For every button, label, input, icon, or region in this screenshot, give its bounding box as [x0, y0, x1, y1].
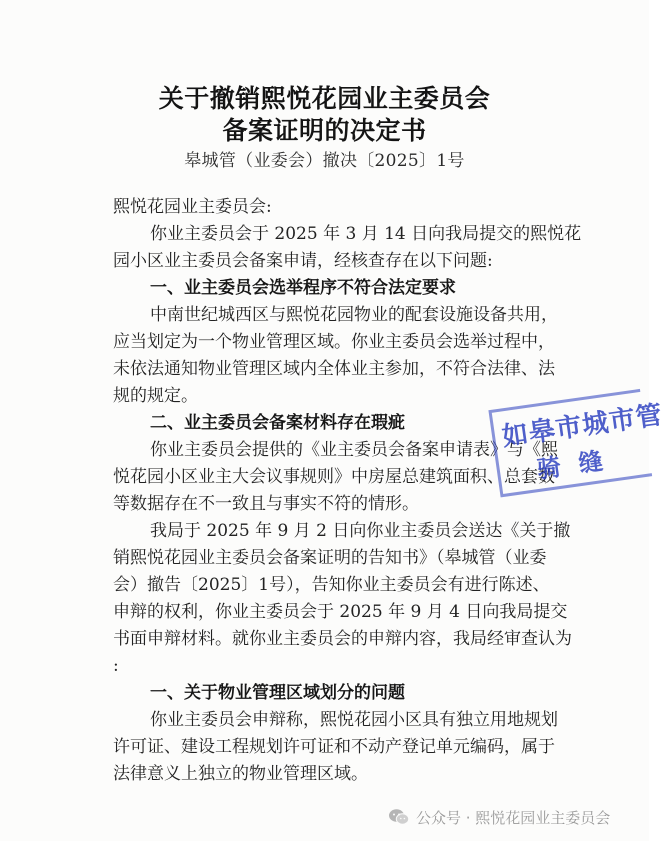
stamp-text-line2: 骑缝 — [535, 443, 623, 484]
paragraph-line: 悦花园小区业主大会议事规则》中房屋总建筑面积、总套数 — [113, 467, 555, 487]
document-number: 皋城管（业委会）撤决〔2025〕1号 — [184, 151, 465, 171]
salutation: 熙悦花园业主委员会: — [113, 197, 272, 217]
seam-seal-stamp — [475, 385, 665, 500]
paragraph-line: 你业主委员会提供的《业主委员会备案申请表》与《熙 — [150, 440, 558, 460]
wechat-footer — [388, 806, 610, 828]
paragraph-line: 你业主委员会于 2025 年 3 月 14 日向我局提交的熙悦花 — [150, 224, 582, 244]
section-heading: 一、业主委员会选举程序不符合法定要求 — [150, 278, 456, 298]
wechat-icon — [388, 808, 410, 826]
document-title-line1: 关于撤销熙悦花园业主委员会 — [158, 84, 491, 113]
paragraph-line: 未依法通知物业管理区域内全体业主参加，不符合法律、法 — [113, 359, 555, 379]
paragraph-line: 申辩的权利，你业主委员会于 2025 年 9 月 4 日向我局提交 — [113, 602, 568, 622]
paragraph-line: 会）撤告〔2025〕1号），告知你业主委员会有进行陈述、 — [113, 575, 550, 595]
document-title-line2: 备案证明的决定书 — [222, 116, 427, 145]
section-heading: 二、业主委员会备案材料存在瑕疵 — [150, 413, 405, 433]
paragraph-line: 销熙悦花园业主委员会备案证明的告知书》（皋城管（业委 — [113, 548, 547, 568]
paragraph-line: 园小区业主委员会备案申请，经核查存在以下问题: — [113, 251, 493, 271]
footer-text: 公众号 · 熙悦花园业主委员会 — [416, 808, 611, 827]
paragraph-line: 中南世纪城西区与熙悦花园物业的配套设施设备共用， — [150, 305, 558, 325]
paragraph-line: 你业主委员会申辩称，熙悦花园小区具有独立用地规划 — [150, 710, 558, 730]
paragraph-line: 等数据存在不一致且与事实不符的情形。 — [113, 494, 419, 514]
paragraph-line: 我局于 2025 年 9 月 2 日向你业主委员会送达《关于撤 — [150, 521, 571, 541]
section-heading: 一、关于物业管理区域划分的问题 — [150, 683, 405, 703]
paragraph-line: 许可证、建设工程规划许可证和不动产登记单元编码，属于 — [113, 737, 555, 757]
paragraph-line: 应当划定为一个物业管理区域。你业主委员会选举过程中， — [113, 332, 555, 352]
paragraph-line: 法律意义上独立的物业管理区域。 — [113, 764, 368, 784]
paragraph-line: 规的规定。 — [113, 386, 198, 406]
stamp-text-line1: 如皋市城市管 — [500, 400, 665, 453]
paragraph-colon: : — [113, 656, 119, 676]
paragraph-line: 书面申辩材料。就你业主委员会的申辩内容，我局经审查认为 — [113, 629, 572, 649]
